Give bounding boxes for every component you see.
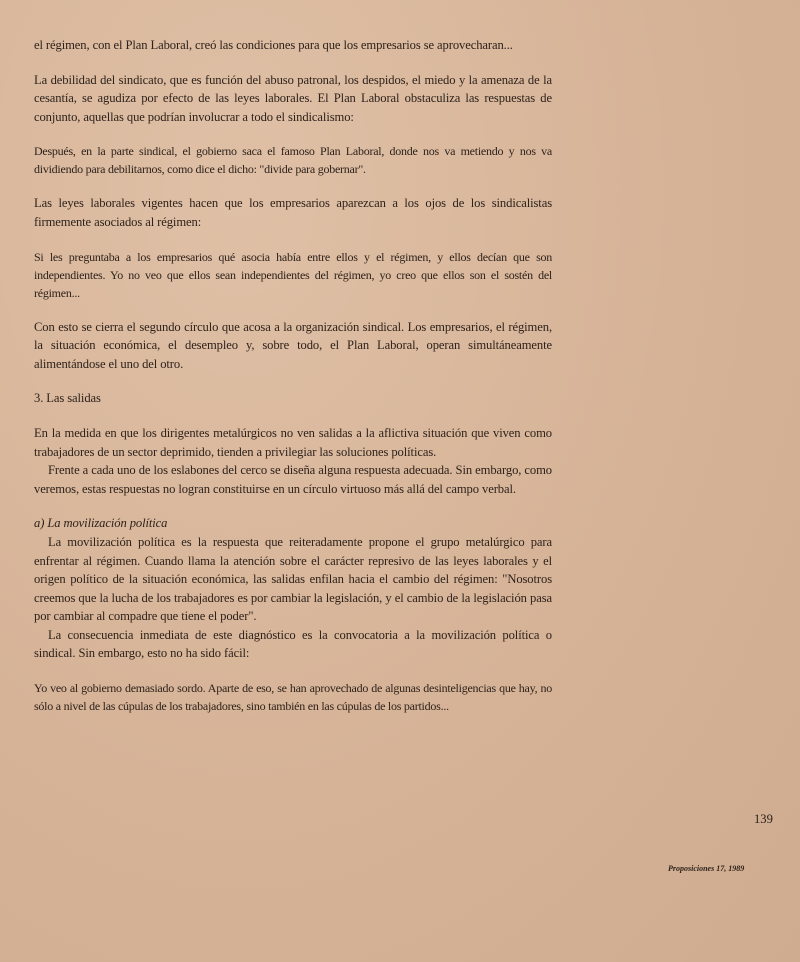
paragraph-1: el régimen, con el Plan Laboral, creó las condiciones para que los empresarios se aprovecharan... (34, 38, 513, 52)
section-heading: 3. Las salidas (34, 391, 101, 406)
paragraph-3: Las leyes laborales vigentes hacen que los empresarios aparezcan a los ojos de los sindicalistas firmemente asociados al régimen: (34, 196, 552, 229)
quote-1: Después, en la parte sindical, el gobierno saca el famoso Plan Laboral, donde nos va metiendo y nos va dividiendo para debilitarnos, como dice el dicho: "divide para gobernar". (34, 144, 552, 177)
paragraph-6: Frente a cada uno de los eslabones del cerco se diseña alguna respuesta adecuada. Sin embargo, como veremos, estas respuestas no logran constituirse en un círculo virtuoso más allá del campo verbal. (34, 463, 552, 496)
paragraph-2: La debilidad del sindicato, que es función del abuso patronal, los despidos, el miedo y la amenaza de la cesantía, se agudiza por efecto de las leyes laborales. El Plan Laboral obstaculiza las respuestas de conjunto, aquellas que podrían involucrar a todo el sindicalismo: (34, 72, 552, 124)
paragraph-7: La movilización política es la respuesta que reiteradamente propone el grupo metalúrgico para enfrentar al régimen. Cuando llama la atención sobre el carácter represivo de las leyes laborales y el origen político de la situación económica, las salidas enfilan hacia el cambio del régimen: "Nosotros creemos que la lucha de los trabajadores es por cambiar la legislación, y el cambio de la legislación pasa por cambiar al compadre que tiene el poder". (34, 534, 552, 624)
document-body (34, 36, 552, 715)
paragraph-8: La consecuencia inmediata de este diagnóstico es la convocatoria a la movilización política o sindical. Sin embargo, esto no ha sido fácil: (34, 627, 552, 661)
paragraph-4: Con esto se cierra el segundo círculo que acosa a la organización sindical. Los empresarios, el régimen, la situación económica, el desempleo y, sobre todo, el Plan Laboral, operan simultáneamente alimentándose el uno del otro. (34, 319, 552, 371)
page-number: 139 (754, 812, 773, 826)
quote-2: Si les preguntaba a los empresarios qué asocia había entre ellos y el régimen, y ellos decían que son independientes. Yo no veo que ellos sean independientes del régimen, yo creo que ellos son el sostén del régimen... (34, 249, 552, 300)
subsection-heading: a) La movilización política (34, 516, 168, 531)
footer-source: Proposiciones 17, 1989 (668, 864, 745, 873)
quote-3: Yo veo al gobierno demasiado sordo. Aparte de eso, se han aprovechado de algunas desinteligencias que hay, no sólo a nivel de las cúpulas de los trabajadores, sino también en las cúpulas de los partidos... (34, 681, 552, 714)
paragraph-5: En la medida en que los dirigentes metalúrgicos no ven salidas a la aflictiva situación que viven como trabajadores de un sector deprimido, tienden a privilegiar las soluciones políticas. (34, 425, 552, 459)
